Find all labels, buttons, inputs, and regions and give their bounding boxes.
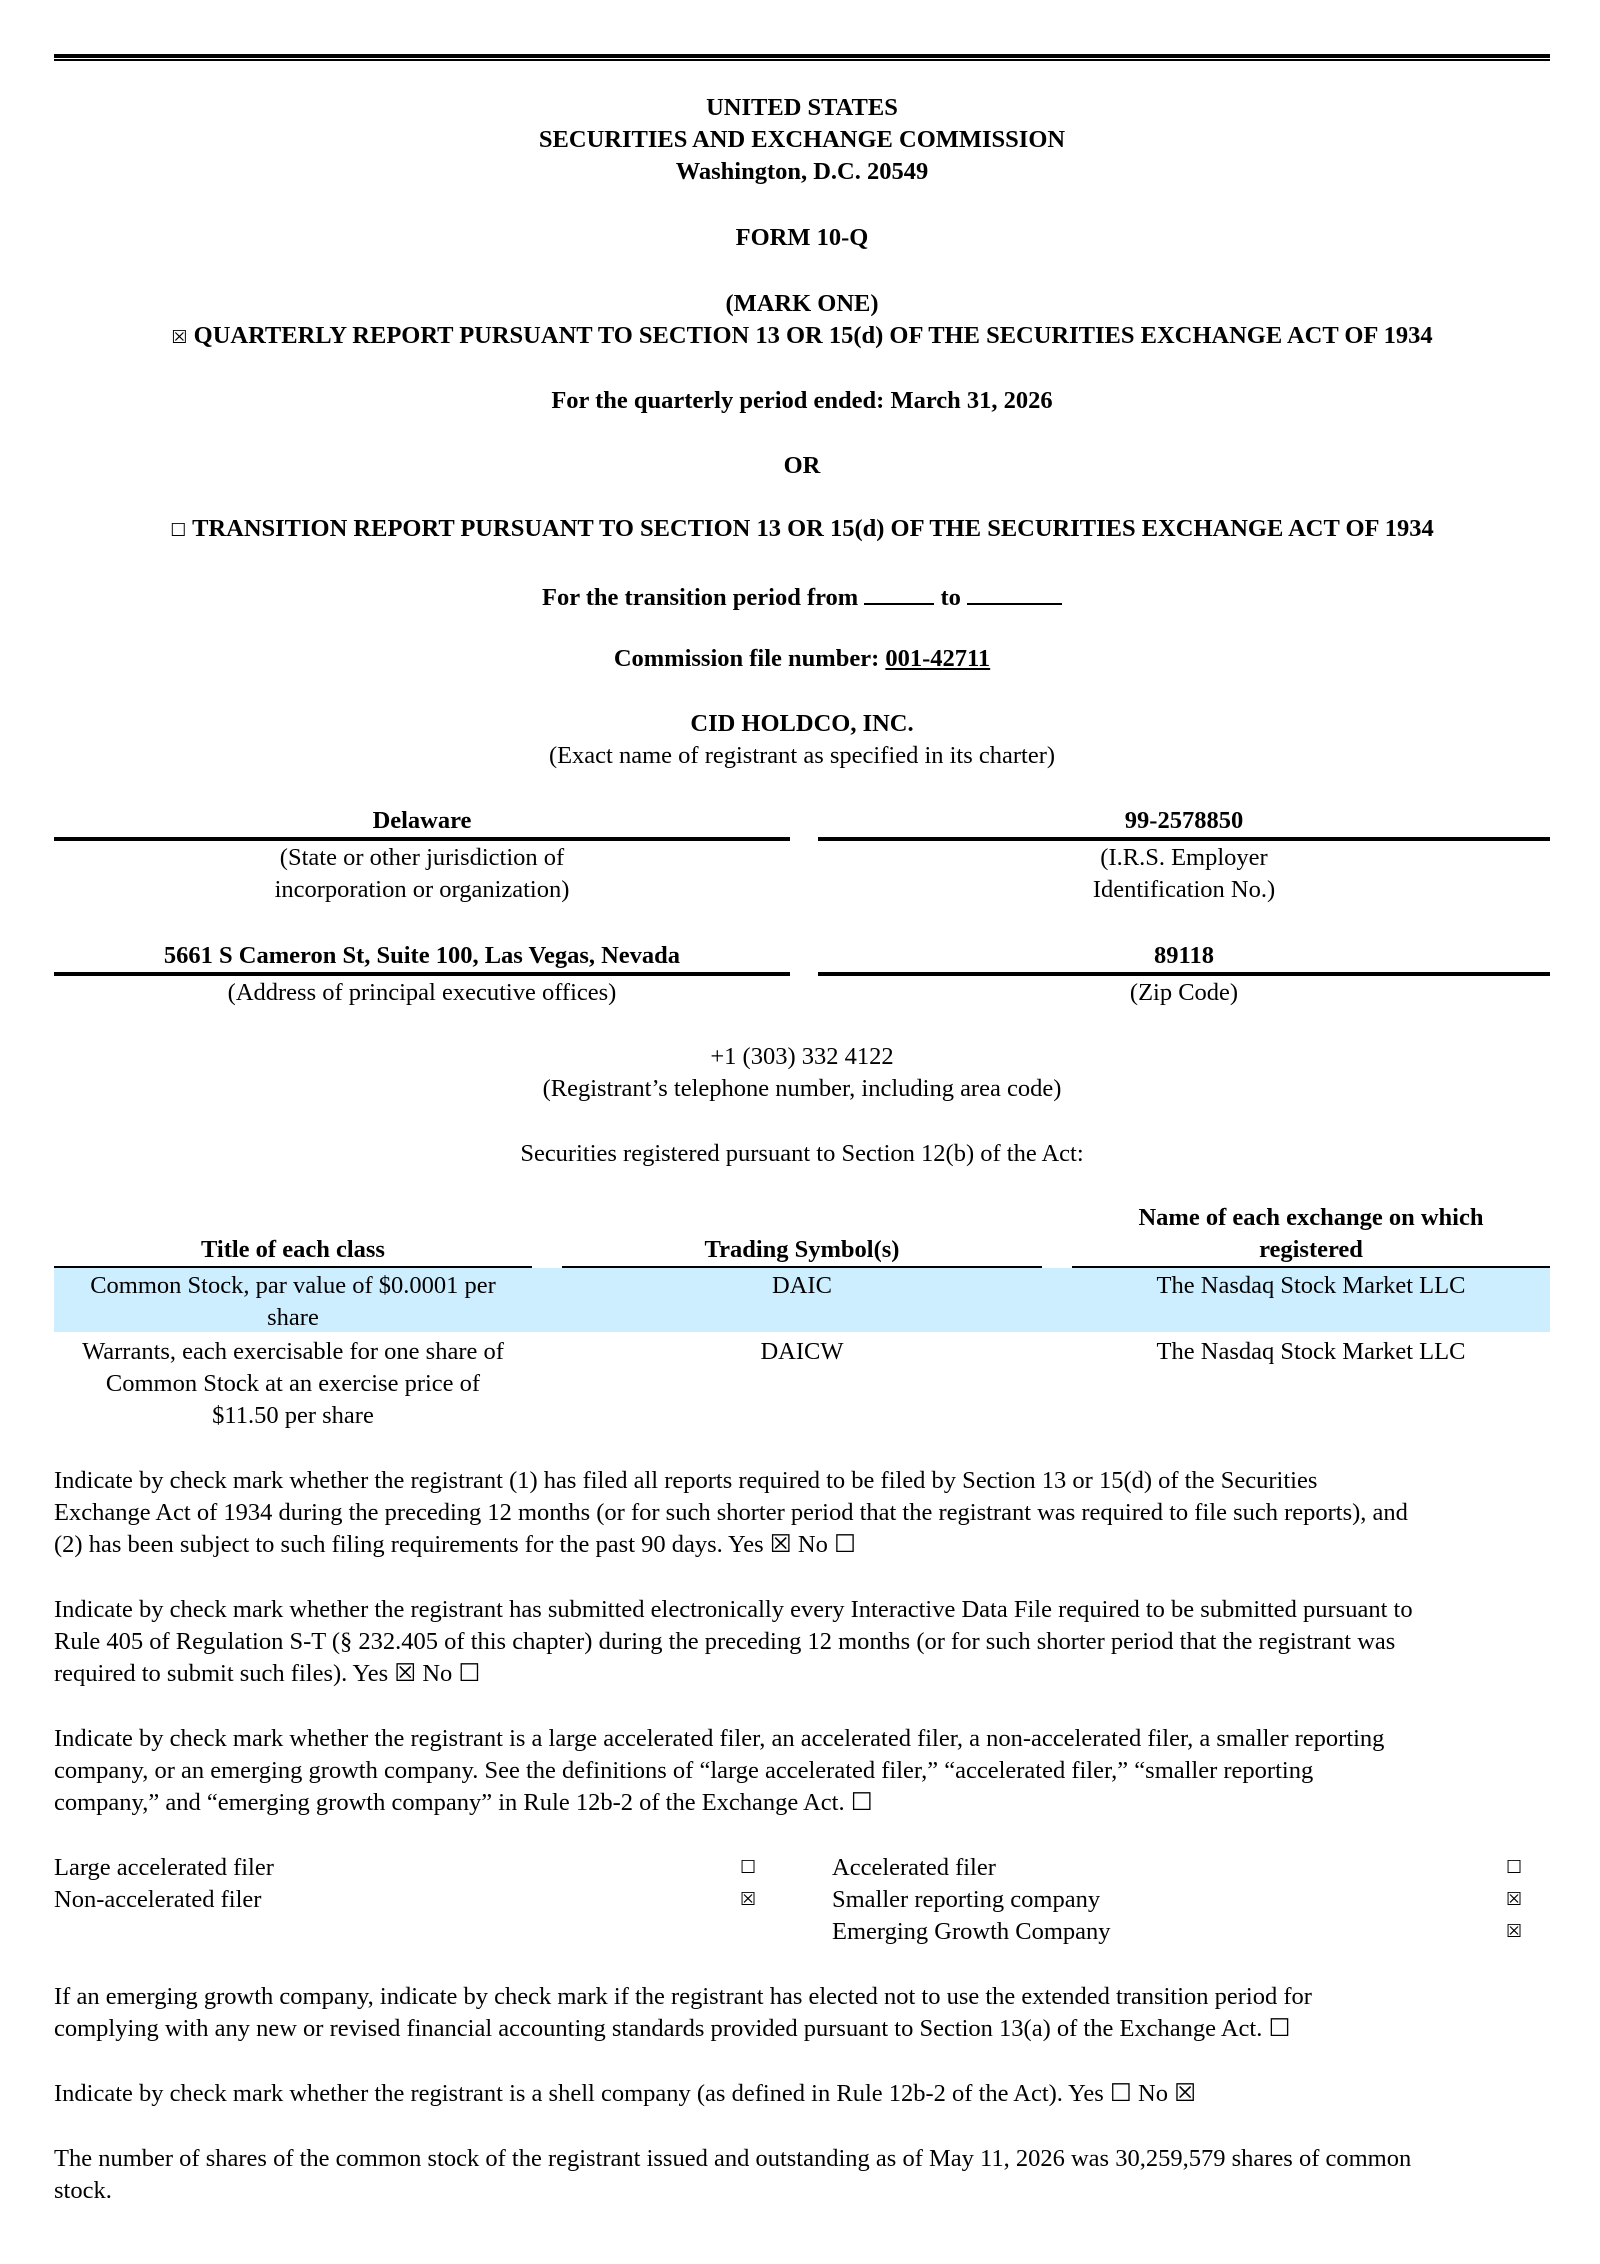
quarterly-checkbox: ☒: [171, 327, 188, 348]
ein-caption-2: Identification No.): [1092, 876, 1276, 903]
transition-to-blank: [967, 579, 1062, 605]
emerging-growth-company-checkbox: ☒: [1506, 1921, 1523, 1942]
row-2-title-3: $11.50 per share: [212, 1402, 374, 1429]
accelerated-filer-checkbox: ☐: [1506, 1857, 1523, 1878]
row-1-title-1: Common Stock, par value of $0.0001 per: [90, 1272, 496, 1299]
state-rule: [54, 837, 790, 841]
para-1-line-1: Indicate by check mark whether the registrant (1) has filed all reports required to be filed by Section 13 or 15(d) of the Securities: [54, 1467, 1318, 1494]
transition-from-label: For the transition period from: [542, 584, 859, 611]
address-value: 5661 S Cameron St, Suite 100, Las Vegas, Nevada: [163, 942, 681, 969]
row-1-title-2: share: [267, 1304, 319, 1331]
quarterly-report-line: [54, 320, 1550, 354]
large-accelerated-filer-checkbox: ☐: [740, 1857, 757, 1878]
para-3-line-2: company, or an emerging growth company. See the definitions of “large accelerated filer,” “accelerated filer,” “smaller reporting: [54, 1757, 1314, 1784]
commission-file: [54, 643, 1550, 675]
header-line-2: SECURITIES AND EXCHANGE COMMISSION: [538, 126, 1066, 153]
row-1-symbol: DAIC: [772, 1272, 832, 1299]
form-10q-cover-page: [54, 0, 1550, 2264]
accelerated-filer-label: Accelerated filer: [832, 1854, 996, 1881]
para-5-shell-company: Indicate by check mark whether the registrant is a shell company (as defined in Rule 12b-2 of the Act). Yes ☐ No ☒: [54, 2080, 1197, 2107]
form-title: FORM 10-Q: [735, 224, 869, 251]
address-caption: (Address of principal executive offices): [227, 979, 617, 1006]
transition-to-label: to: [940, 584, 961, 611]
para-2-line-1: Indicate by check mark whether the registrant has submitted electronically every Interactive Data File required to be submitted pursuant to: [54, 1596, 1413, 1623]
para-6-line-2: stock.: [54, 2177, 112, 2204]
phone-value: +1 (303) 332 4122: [710, 1043, 894, 1070]
para-6-line-1: The number of shares of the common stock of the registrant issued and outstanding as of May 11, 2026 was 30,259,579 shares of common: [54, 2145, 1412, 2172]
zip-rule: [818, 972, 1550, 976]
table-header-exchange-1: Name of each exchange on which: [1138, 1204, 1484, 1231]
top-double-rule: [54, 54, 1550, 61]
address-rule: [54, 972, 790, 976]
para-1-line-3: (2) has been subject to such filing requirements for the past 90 days. Yes ☒ No ☐: [54, 1531, 856, 1558]
or-separator: OR: [783, 452, 821, 479]
row-2-symbol: DAICW: [760, 1338, 844, 1365]
non-accelerated-filer-label: Non-accelerated filer: [54, 1886, 262, 1913]
ein-caption-1: (I.R.S. Employer: [1100, 844, 1268, 871]
state-caption-2: incorporation or organization): [274, 876, 570, 903]
para-4-line-1: If an emerging growth company, indicate by check mark if the registrant has elected not to use the extended transition period for: [54, 1983, 1312, 2010]
company-name-caption: (Exact name of registrant as specified in its charter): [548, 742, 1056, 769]
securities-intro: Securities registered pursuant to Section 12(b) of the Act:: [520, 1140, 1084, 1167]
para-2-line-3: required to submit such files). Yes ☒ No ☐: [54, 1660, 481, 1687]
transition-checkbox: ☐: [170, 520, 187, 541]
commission-number: 001-42711: [885, 645, 991, 672]
emerging-growth-company-label: Emerging Growth Company: [832, 1918, 1111, 1945]
row-2-exchange: The Nasdaq Stock Market LLC: [1156, 1338, 1466, 1365]
zip-value: 89118: [1154, 942, 1214, 969]
quarterly-report-text: QUARTERLY REPORT PURSUANT TO SECTION 13 OR 15(d) OF THE SECURITIES EXCHANGE ACT OF 1934: [193, 322, 1433, 349]
transition-from-blank: [864, 579, 934, 605]
state-value: Delaware: [372, 807, 472, 834]
commission-label: Commission file number:: [613, 645, 880, 672]
para-3-line-1: Indicate by check mark whether the registrant is a large accelerated filer, an accelerated filer, a non-accelerated filer, a smaller reporting: [54, 1725, 1385, 1752]
large-accelerated-filer-label: Large accelerated filer: [54, 1854, 274, 1881]
ein-rule: [818, 837, 1550, 841]
state-caption-1: (State or other jurisdiction of: [279, 844, 565, 871]
quarterly-period: For the quarterly period ended: March 31, 2026: [551, 387, 1053, 414]
row-2-title-2: Common Stock at an exercise price of: [105, 1370, 481, 1397]
table-header-symbol: Trading Symbol(s): [704, 1236, 900, 1263]
header-line-3: Washington, D.C. 20549: [675, 158, 929, 185]
zip-caption: (Zip Code): [1129, 979, 1239, 1006]
para-2-line-2: Rule 405 of Regulation S-T (§ 232.405 of this chapter) during the preceding 12 months (or for such shorter period that the registrant was: [54, 1628, 1396, 1655]
transition-report-text: TRANSITION REPORT PURSUANT TO SECTION 13 OR 15(d) OF THE SECURITIES EXCHANGE ACT OF 1934: [192, 515, 1434, 542]
row-2-title-1: Warrants, each exercisable for one share of: [82, 1338, 504, 1365]
company-name: CID HOLDCO, INC.: [690, 710, 914, 737]
para-1-line-2: Exchange Act of 1934 during the preceding 12 months (or for such shorter period that the registrant was required to file such reports), and: [54, 1499, 1408, 1526]
para-4-line-2: complying with any new or revised financial accounting standards provided pursuant to Section 13(a) of the Exchange Act. ☐: [54, 2015, 1291, 2042]
transition-period: [54, 579, 1550, 614]
table-header-exchange-2: registered: [1259, 1236, 1363, 1263]
ein-value: 99-2578850: [1124, 807, 1244, 834]
row-1-exchange: The Nasdaq Stock Market LLC: [1156, 1272, 1466, 1299]
smaller-reporting-company-label: Smaller reporting company: [832, 1886, 1101, 1913]
header-line-1: UNITED STATES: [706, 94, 898, 121]
transition-report-line: [54, 513, 1550, 547]
table-header-title: Title of each class: [201, 1236, 385, 1263]
phone-caption: (Registrant’s telephone number, including area code): [542, 1075, 1062, 1102]
non-accelerated-filer-checkbox: ☒: [740, 1889, 757, 1910]
mark-one: (MARK ONE): [725, 290, 879, 317]
smaller-reporting-company-checkbox: ☒: [1506, 1889, 1523, 1910]
para-3-line-3: company,” and “emerging growth company” in Rule 12b-2 of the Exchange Act. ☐: [54, 1789, 873, 1816]
